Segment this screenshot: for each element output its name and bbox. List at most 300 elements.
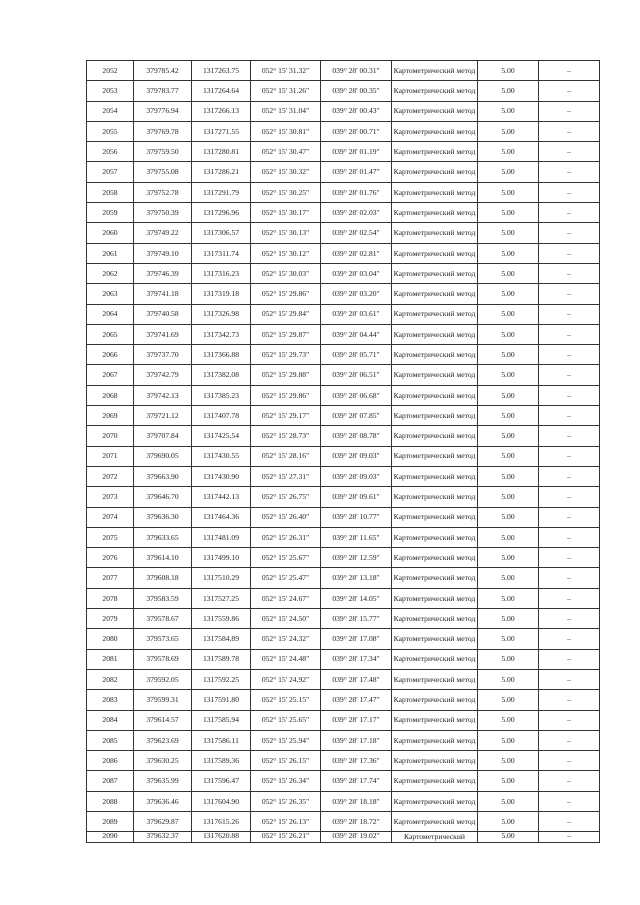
- y-coordinate-cell: 1317366.88: [192, 345, 251, 365]
- y-coordinate-cell: 1317592.25: [192, 669, 251, 689]
- accuracy-cell: 5.00: [478, 669, 539, 689]
- note-cell: –: [539, 101, 600, 121]
- point-number-cell: 2054: [87, 101, 134, 121]
- latitude-cell: 052° 15' 30.81": [251, 121, 321, 141]
- point-number-cell: 2069: [87, 406, 134, 426]
- table-row: [87, 710, 600, 730]
- latitude-cell: 052° 15' 27.31": [251, 466, 321, 486]
- point-number-cell: 2077: [87, 568, 134, 588]
- note-cell: –: [539, 284, 600, 304]
- y-coordinate-cell: 1317291.79: [192, 182, 251, 202]
- method-cell: Картометрический метод: [392, 588, 478, 608]
- latitude-cell: 052° 15' 24.50": [251, 609, 321, 629]
- longitude-cell: 039° 28' 00.71": [321, 121, 392, 141]
- note-cell: –: [539, 406, 600, 426]
- table-row: [87, 649, 600, 669]
- table-row: [87, 162, 600, 182]
- accuracy-cell: 5.00: [478, 629, 539, 649]
- y-coordinate-cell: 1317499.10: [192, 548, 251, 568]
- note-cell: –: [539, 162, 600, 182]
- latitude-cell: 052° 15' 29.86": [251, 284, 321, 304]
- table-row: [87, 466, 600, 486]
- x-coordinate-cell: 379583.59: [134, 588, 192, 608]
- latitude-cell: 052° 15' 29.88": [251, 365, 321, 385]
- point-number-cell: 2082: [87, 669, 134, 689]
- x-coordinate-cell: 379629.87: [134, 811, 192, 831]
- accuracy-cell: 5.00: [478, 527, 539, 547]
- accuracy-cell: 5.00: [478, 832, 539, 843]
- latitude-cell: 052° 15' 26.15": [251, 751, 321, 771]
- table-row: [87, 811, 600, 831]
- note-cell: –: [539, 751, 600, 771]
- point-number-cell: 2079: [87, 609, 134, 629]
- longitude-cell: 039° 28' 01.19": [321, 142, 392, 162]
- note-cell: –: [539, 629, 600, 649]
- y-coordinate-cell: 1317425.54: [192, 426, 251, 446]
- longitude-cell: 039° 28' 06.68": [321, 385, 392, 405]
- y-coordinate-cell: 1317311.74: [192, 243, 251, 263]
- note-cell: –: [539, 426, 600, 446]
- table-row: [87, 345, 600, 365]
- latitude-cell: 052° 15' 25.94": [251, 730, 321, 750]
- method-cell: Картометрический метод: [392, 771, 478, 791]
- point-number-cell: 2078: [87, 588, 134, 608]
- latitude-cell: 052° 15' 24.48": [251, 649, 321, 669]
- x-coordinate-cell: 379592.05: [134, 669, 192, 689]
- latitude-cell: 052° 15' 30.13": [251, 223, 321, 243]
- x-coordinate-cell: 379742.13: [134, 385, 192, 405]
- y-coordinate-cell: 1317586.11: [192, 730, 251, 750]
- point-number-cell: 2075: [87, 527, 134, 547]
- latitude-cell: 052° 15' 25.15": [251, 690, 321, 710]
- accuracy-cell: 5.00: [478, 304, 539, 324]
- accuracy-cell: 5.00: [478, 61, 539, 81]
- note-cell: –: [539, 345, 600, 365]
- x-coordinate-cell: 379690.05: [134, 446, 192, 466]
- accuracy-cell: 5.00: [478, 588, 539, 608]
- longitude-cell: 039° 28' 17.08": [321, 629, 392, 649]
- x-coordinate-cell: 379752.78: [134, 182, 192, 202]
- method-cell: Картометрический метод: [392, 466, 478, 486]
- y-coordinate-cell: 1317430.55: [192, 446, 251, 466]
- x-coordinate-cell: 379707.84: [134, 426, 192, 446]
- accuracy-cell: 5.00: [478, 182, 539, 202]
- method-cell: Картометрический метод: [392, 426, 478, 446]
- method-cell: Картометрический метод: [392, 61, 478, 81]
- table-row: [87, 365, 600, 385]
- x-coordinate-cell: 379573.65: [134, 629, 192, 649]
- table-row: [87, 324, 600, 344]
- accuracy-cell: 5.00: [478, 263, 539, 283]
- document-page: [86, 60, 599, 843]
- x-coordinate-cell: 379776.94: [134, 101, 192, 121]
- y-coordinate-cell: 1317585.94: [192, 710, 251, 730]
- point-number-cell: 2070: [87, 426, 134, 446]
- method-cell: Картометрический метод: [392, 284, 478, 304]
- method-cell: Картометрический метод: [392, 527, 478, 547]
- accuracy-cell: 5.00: [478, 811, 539, 831]
- x-coordinate-cell: 379742.79: [134, 365, 192, 385]
- point-number-cell: 2072: [87, 466, 134, 486]
- latitude-cell: 052° 15' 28.73": [251, 426, 321, 446]
- latitude-cell: 052° 15' 31.26": [251, 81, 321, 101]
- accuracy-cell: 5.00: [478, 466, 539, 486]
- table-row: [87, 832, 600, 843]
- x-coordinate-cell: 379755.08: [134, 162, 192, 182]
- longitude-cell: 039° 28' 06.51": [321, 365, 392, 385]
- longitude-cell: 039° 28' 00.35": [321, 81, 392, 101]
- note-cell: –: [539, 730, 600, 750]
- x-coordinate-cell: 379746.39: [134, 263, 192, 283]
- y-coordinate-cell: 1317615.26: [192, 811, 251, 831]
- accuracy-cell: 5.00: [478, 791, 539, 811]
- point-number-cell: 2084: [87, 710, 134, 730]
- method-cell: Картометрический метод: [392, 142, 478, 162]
- accuracy-cell: 5.00: [478, 81, 539, 101]
- longitude-cell: 039° 28' 10.77": [321, 507, 392, 527]
- note-cell: –: [539, 263, 600, 283]
- point-number-cell: 2068: [87, 385, 134, 405]
- latitude-cell: 052° 15' 30.32": [251, 162, 321, 182]
- method-cell: Картометрический метод: [392, 487, 478, 507]
- x-coordinate-cell: 379785.42: [134, 61, 192, 81]
- latitude-cell: 052° 15' 30.25": [251, 182, 321, 202]
- x-coordinate-cell: 379614.10: [134, 548, 192, 568]
- x-coordinate-cell: 379769.78: [134, 121, 192, 141]
- longitude-cell: 039° 28' 01.76": [321, 182, 392, 202]
- y-coordinate-cell: 1317326.98: [192, 304, 251, 324]
- method-cell: Картометрический метод: [392, 345, 478, 365]
- x-coordinate-cell: 379636.46: [134, 791, 192, 811]
- method-cell: Картометрический метод: [392, 446, 478, 466]
- point-number-cell: 2059: [87, 203, 134, 223]
- latitude-cell: 052° 15' 29.84": [251, 304, 321, 324]
- longitude-cell: 039° 28' 17.74": [321, 771, 392, 791]
- y-coordinate-cell: 1317620.88: [192, 832, 251, 843]
- accuracy-cell: 5.00: [478, 507, 539, 527]
- y-coordinate-cell: 1317589.36: [192, 751, 251, 771]
- note-cell: –: [539, 568, 600, 588]
- point-number-cell: 2065: [87, 324, 134, 344]
- y-coordinate-cell: 1317559.86: [192, 609, 251, 629]
- note-cell: –: [539, 365, 600, 385]
- latitude-cell: 052° 15' 30.12": [251, 243, 321, 263]
- y-coordinate-cell: 1317584.89: [192, 629, 251, 649]
- table-row: [87, 284, 600, 304]
- accuracy-cell: 5.00: [478, 690, 539, 710]
- longitude-cell: 039° 28' 17.47": [321, 690, 392, 710]
- point-number-cell: 2061: [87, 243, 134, 263]
- accuracy-cell: 5.00: [478, 101, 539, 121]
- method-cell: Картометрический метод: [392, 548, 478, 568]
- longitude-cell: 039° 28' 00.31": [321, 61, 392, 81]
- y-coordinate-cell: 1317319.18: [192, 284, 251, 304]
- longitude-cell: 039° 28' 17.48": [321, 669, 392, 689]
- longitude-cell: 039° 28' 18.18": [321, 791, 392, 811]
- accuracy-cell: 5.00: [478, 487, 539, 507]
- latitude-cell: 052° 15' 25.47": [251, 568, 321, 588]
- point-number-cell: 2052: [87, 61, 134, 81]
- y-coordinate-cell: 1317286.21: [192, 162, 251, 182]
- y-coordinate-cell: 1317589.78: [192, 649, 251, 669]
- latitude-cell: 052° 15' 28.16": [251, 446, 321, 466]
- point-number-cell: 2053: [87, 81, 134, 101]
- latitude-cell: 052° 15' 29.86": [251, 385, 321, 405]
- note-cell: –: [539, 609, 600, 629]
- table-row: [87, 669, 600, 689]
- latitude-cell: 052° 15' 26.13": [251, 811, 321, 831]
- y-coordinate-cell: 1317263.75: [192, 61, 251, 81]
- y-coordinate-cell: 1317316.23: [192, 263, 251, 283]
- longitude-cell: 039° 28' 17.17": [321, 710, 392, 730]
- longitude-cell: 039° 28' 09.03": [321, 446, 392, 466]
- table-row: [87, 446, 600, 466]
- point-number-cell: 2085: [87, 730, 134, 750]
- accuracy-cell: 5.00: [478, 406, 539, 426]
- x-coordinate-cell: 379578.69: [134, 649, 192, 669]
- accuracy-cell: 5.00: [478, 568, 539, 588]
- y-coordinate-cell: 1317306.57: [192, 223, 251, 243]
- note-cell: –: [539, 548, 600, 568]
- longitude-cell: 039° 28' 09.61": [321, 487, 392, 507]
- note-cell: –: [539, 791, 600, 811]
- y-coordinate-cell: 1317264.64: [192, 81, 251, 101]
- x-coordinate-cell: 379737.70: [134, 345, 192, 365]
- y-coordinate-cell: 1317280.81: [192, 142, 251, 162]
- longitude-cell: 039° 28' 02.81": [321, 243, 392, 263]
- point-number-cell: 2064: [87, 304, 134, 324]
- method-cell: Картометрический метод: [392, 182, 478, 202]
- point-number-cell: 2056: [87, 142, 134, 162]
- note-cell: –: [539, 771, 600, 791]
- table-row: [87, 263, 600, 283]
- method-cell: Картометрический метод: [392, 101, 478, 121]
- table-row: [87, 548, 600, 568]
- y-coordinate-cell: 1317510.29: [192, 568, 251, 588]
- point-number-cell: 2074: [87, 507, 134, 527]
- method-cell: Картометрический метод: [392, 121, 478, 141]
- longitude-cell: 039° 28' 03.20": [321, 284, 392, 304]
- table-row: [87, 588, 600, 608]
- x-coordinate-cell: 379759.50: [134, 142, 192, 162]
- method-cell: Картометрический метод: [392, 629, 478, 649]
- accuracy-cell: 5.00: [478, 609, 539, 629]
- y-coordinate-cell: 1317527.25: [192, 588, 251, 608]
- accuracy-cell: 5.00: [478, 324, 539, 344]
- note-cell: –: [539, 507, 600, 527]
- note-cell: –: [539, 142, 600, 162]
- table-row: [87, 507, 600, 527]
- table-row: [87, 690, 600, 710]
- latitude-cell: 052° 15' 29.17": [251, 406, 321, 426]
- y-coordinate-cell: 1317266.13: [192, 101, 251, 121]
- longitude-cell: 039° 28' 14.05": [321, 588, 392, 608]
- x-coordinate-cell: 379646.70: [134, 487, 192, 507]
- longitude-cell: 039° 28' 03.04": [321, 263, 392, 283]
- latitude-cell: 052° 15' 24.92": [251, 669, 321, 689]
- latitude-cell: 052° 15' 26.34": [251, 771, 321, 791]
- method-cell: Картометрический метод: [392, 507, 478, 527]
- method-cell: Картометрический метод: [392, 263, 478, 283]
- point-number-cell: 2087: [87, 771, 134, 791]
- latitude-cell: 052° 15' 29.87": [251, 324, 321, 344]
- point-number-cell: 2066: [87, 345, 134, 365]
- point-number-cell: 2071: [87, 446, 134, 466]
- note-cell: –: [539, 649, 600, 669]
- x-coordinate-cell: 379741.18: [134, 284, 192, 304]
- y-coordinate-cell: 1317385.23: [192, 385, 251, 405]
- table-row: [87, 121, 600, 141]
- note-cell: –: [539, 223, 600, 243]
- method-cell: Картометрический метод: [392, 791, 478, 811]
- point-number-cell: 2060: [87, 223, 134, 243]
- table-row: [87, 609, 600, 629]
- latitude-cell: 052° 15' 31.32": [251, 61, 321, 81]
- y-coordinate-cell: 1317442.13: [192, 487, 251, 507]
- table-row: [87, 527, 600, 547]
- method-cell: Картометрический метод: [392, 669, 478, 689]
- note-cell: –: [539, 669, 600, 689]
- x-coordinate-cell: 379630.25: [134, 751, 192, 771]
- accuracy-cell: 5.00: [478, 385, 539, 405]
- accuracy-cell: 5.00: [478, 162, 539, 182]
- x-coordinate-cell: 379578.67: [134, 609, 192, 629]
- table-row: [87, 771, 600, 791]
- longitude-cell: 039° 28' 12.59": [321, 548, 392, 568]
- accuracy-cell: 5.00: [478, 446, 539, 466]
- latitude-cell: 052° 15' 26.21": [251, 832, 321, 843]
- table-row: [87, 406, 600, 426]
- method-cell: Картометрический метод: [392, 811, 478, 831]
- longitude-cell: 039° 28' 15.77": [321, 609, 392, 629]
- accuracy-cell: 5.00: [478, 243, 539, 263]
- x-coordinate-cell: 379632.37: [134, 832, 192, 843]
- table-row: [87, 385, 600, 405]
- table-row: [87, 791, 600, 811]
- table-row: [87, 426, 600, 446]
- x-coordinate-cell: 379750.39: [134, 203, 192, 223]
- y-coordinate-cell: 1317407.78: [192, 406, 251, 426]
- latitude-cell: 052° 15' 24.32": [251, 629, 321, 649]
- x-coordinate-cell: 379608.18: [134, 568, 192, 588]
- method-cell: Картометрический метод: [392, 324, 478, 344]
- x-coordinate-cell: 379749.10: [134, 243, 192, 263]
- method-cell: Картометрический метод: [392, 568, 478, 588]
- point-number-cell: 2073: [87, 487, 134, 507]
- x-coordinate-cell: 379614.57: [134, 710, 192, 730]
- note-cell: –: [539, 466, 600, 486]
- method-cell: Картометрический метод: [392, 365, 478, 385]
- point-number-cell: 2055: [87, 121, 134, 141]
- latitude-cell: 052° 15' 29.73": [251, 345, 321, 365]
- method-cell: Картометрический: [392, 832, 478, 843]
- x-coordinate-cell: 379741.69: [134, 324, 192, 344]
- x-coordinate-cell: 379635.99: [134, 771, 192, 791]
- x-coordinate-cell: 379633.65: [134, 527, 192, 547]
- y-coordinate-cell: 1317596.47: [192, 771, 251, 791]
- point-number-cell: 2057: [87, 162, 134, 182]
- latitude-cell: 052° 15' 26.75": [251, 487, 321, 507]
- table-row: [87, 203, 600, 223]
- accuracy-cell: 5.00: [478, 548, 539, 568]
- longitude-cell: 039° 28' 03.61": [321, 304, 392, 324]
- latitude-cell: 052° 15' 26.31": [251, 527, 321, 547]
- note-cell: –: [539, 324, 600, 344]
- point-number-cell: 2086: [87, 751, 134, 771]
- longitude-cell: 039° 28' 11.65": [321, 527, 392, 547]
- method-cell: Картометрический метод: [392, 162, 478, 182]
- accuracy-cell: 5.00: [478, 771, 539, 791]
- accuracy-cell: 5.00: [478, 730, 539, 750]
- table-row: [87, 81, 600, 101]
- longitude-cell: 039° 28' 18.72": [321, 811, 392, 831]
- latitude-cell: 052° 15' 30.17": [251, 203, 321, 223]
- note-cell: –: [539, 385, 600, 405]
- point-number-cell: 2076: [87, 548, 134, 568]
- y-coordinate-cell: 1317382.08: [192, 365, 251, 385]
- accuracy-cell: 5.00: [478, 751, 539, 771]
- point-number-cell: 2067: [87, 365, 134, 385]
- method-cell: Картометрический метод: [392, 203, 478, 223]
- note-cell: –: [539, 690, 600, 710]
- method-cell: Картометрический метод: [392, 223, 478, 243]
- method-cell: Картометрический метод: [392, 304, 478, 324]
- x-coordinate-cell: 379636.30: [134, 507, 192, 527]
- x-coordinate-cell: 379749.22: [134, 223, 192, 243]
- method-cell: Картометрический метод: [392, 243, 478, 263]
- table-row: [87, 487, 600, 507]
- point-number-cell: 2063: [87, 284, 134, 304]
- y-coordinate-cell: 1317296.96: [192, 203, 251, 223]
- longitude-cell: 039° 28' 08.78": [321, 426, 392, 446]
- coordinates-table-body: [87, 61, 600, 843]
- longitude-cell: 039° 28' 17.18": [321, 730, 392, 750]
- point-number-cell: 2062: [87, 263, 134, 283]
- method-cell: Картометрический метод: [392, 81, 478, 101]
- table-row: [87, 304, 600, 324]
- table-row: [87, 751, 600, 771]
- longitude-cell: 039° 28' 13.18": [321, 568, 392, 588]
- accuracy-cell: 5.00: [478, 203, 539, 223]
- method-cell: Картометрический метод: [392, 690, 478, 710]
- accuracy-cell: 5.00: [478, 345, 539, 365]
- longitude-cell: 039° 28' 02.03": [321, 203, 392, 223]
- latitude-cell: 052° 15' 30.03": [251, 263, 321, 283]
- method-cell: Картометрический метод: [392, 406, 478, 426]
- latitude-cell: 052° 15' 26.35": [251, 791, 321, 811]
- longitude-cell: 039° 28' 05.71": [321, 345, 392, 365]
- accuracy-cell: 5.00: [478, 710, 539, 730]
- note-cell: –: [539, 446, 600, 466]
- method-cell: Картометрический метод: [392, 385, 478, 405]
- point-number-cell: 2081: [87, 649, 134, 669]
- accuracy-cell: 5.00: [478, 284, 539, 304]
- accuracy-cell: 5.00: [478, 142, 539, 162]
- note-cell: –: [539, 811, 600, 831]
- accuracy-cell: 5.00: [478, 426, 539, 446]
- y-coordinate-cell: 1317481.09: [192, 527, 251, 547]
- longitude-cell: 039° 28' 09.03": [321, 466, 392, 486]
- x-coordinate-cell: 379623.69: [134, 730, 192, 750]
- method-cell: Картометрический метод: [392, 649, 478, 669]
- table-row: [87, 243, 600, 263]
- table-row: [87, 730, 600, 750]
- note-cell: –: [539, 182, 600, 202]
- accuracy-cell: 5.00: [478, 365, 539, 385]
- y-coordinate-cell: 1317430.90: [192, 466, 251, 486]
- point-number-cell: 2080: [87, 629, 134, 649]
- y-coordinate-cell: 1317342.73: [192, 324, 251, 344]
